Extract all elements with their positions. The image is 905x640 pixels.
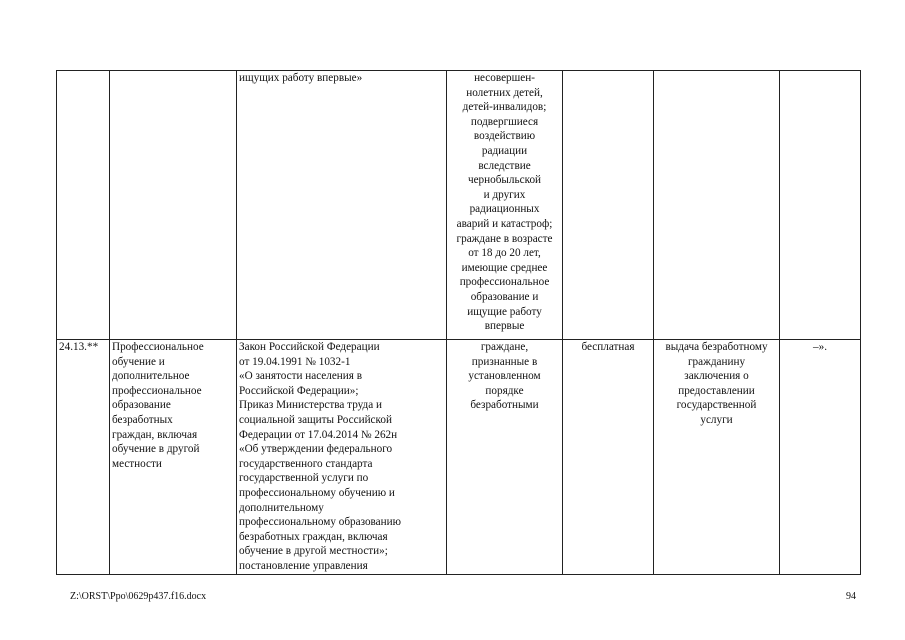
services-table [56, 70, 861, 575]
footer-file-path: Z:\ORST\Ppo\0629p437.f16.docx [70, 591, 207, 602]
page-number: 94 [846, 591, 856, 602]
recipients-cell: несовершен- нолетних детей, детей-инвалидов; подвергшиеся воздействию радиации вследствие чернобыльской и других радиационных аварий и катастроф; граждане в возрасте от 18 до 20 лет, имеющие среднее профессиональное образование и ищущие работу впервые [447, 71, 563, 340]
row-number-cell: 24.13.** [57, 340, 110, 575]
service-name-cell: Профессиональное обучение и дополнительное профессиональное образование безработных граждан, включая обучение в другой местности [110, 340, 237, 575]
result-cell: выдача безработному гражданину заключения о предоставлении государственной услуги [654, 340, 780, 575]
extra-cell: –». [780, 340, 861, 575]
table-row [57, 340, 861, 575]
cost-cell [563, 71, 654, 340]
recipients-cell: граждане, признанные в установленном порядке безработными [447, 340, 563, 575]
service-name-cell [110, 71, 237, 340]
table-row [57, 71, 861, 340]
result-cell [654, 71, 780, 340]
row-number-cell [57, 71, 110, 340]
extra-cell [780, 71, 861, 340]
legal-basis-cell: Закон Российской Федерации от 19.04.1991 № 1032-1 «О занятости населения в Российской Федерации»; Приказ Министерства труда и социальной защиты Российской Федерации от 17.04.2014 № 262н «Об утверждении федерального государственного стандарта государственной услуги по профессиональному обучению и дополнительному профессиональному образованию безработных граждан, включая обучение в другой местности»; постановление управления [237, 340, 447, 575]
legal-basis-cell: ищущих работу впервые» [237, 71, 447, 340]
cost-cell: бесплатная [563, 340, 654, 575]
